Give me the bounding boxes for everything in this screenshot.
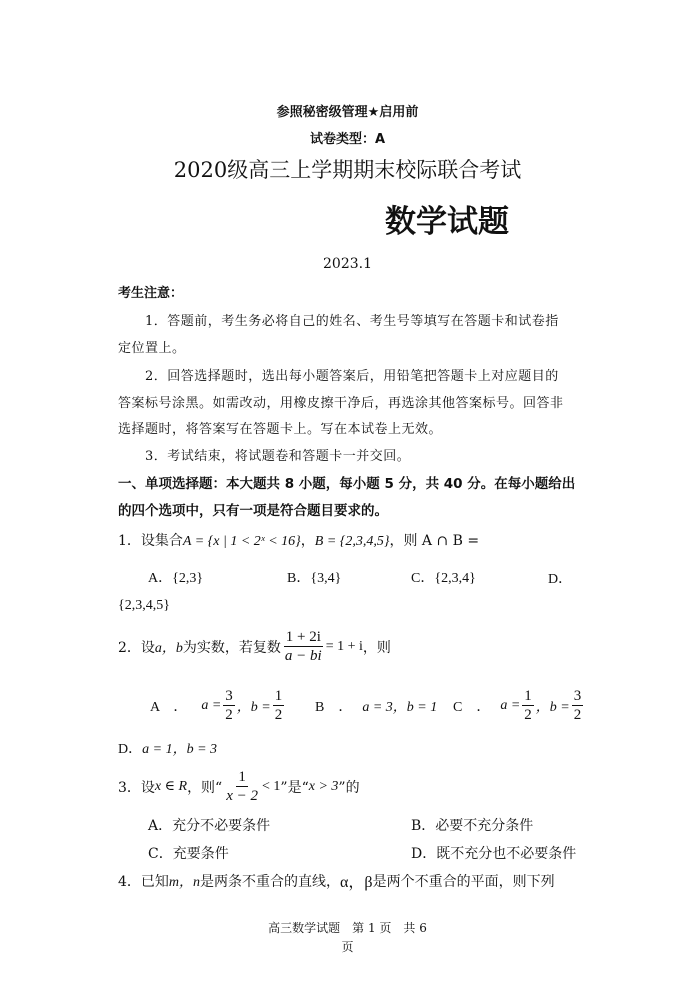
q2-option-d-label: D． [118, 742, 143, 757]
question-3-prefix: 3．设 [118, 779, 155, 796]
q1-option-a-label: A． [148, 571, 173, 586]
section-1-heading-line-1: 一、单项选择题：本大题共 8 小题，每小题 5 分，共 40 分。在每小题给出 [118, 476, 576, 492]
q2-option-c-b: ，b = [535, 699, 570, 715]
question-4-planes: α，β [340, 874, 373, 891]
q2-option-a-a: a = [201, 697, 222, 713]
q1-option-b-label: B． [287, 571, 311, 586]
q2-option-a-frac-2 [273, 687, 285, 724]
notice-heading: 考生注意： [118, 286, 184, 301]
q2-option-d-value: a = 1，b = 3 [142, 742, 218, 757]
q3-option-a[interactable]: A．充分不必要条件 [148, 818, 271, 834]
q1-option-d-value[interactable]: {2,3,4,5} [118, 598, 170, 613]
question-4-mid: 是两条不重合的直线， [200, 873, 341, 890]
q2-option-b[interactable] [315, 696, 437, 716]
question-4-prefix: 4．已知 [118, 873, 169, 890]
notice-item-1-line-2: 定位置上。 [118, 341, 186, 356]
paper-type: 试卷类型：A [309, 132, 386, 147]
q1-option-c-label: C． [411, 571, 435, 586]
exam-date: 2023.1 [323, 256, 372, 272]
q2-option-a-label: A ． [150, 699, 188, 715]
q2-option-c-frac-2 [572, 687, 584, 724]
q2-option-c-num-1: 1 [524, 688, 532, 704]
question-1-stem: 1．设集合A = {x | 1 < 2ˣ < 16}，B = {2,3,4,5}，则 A ∩ B = [118, 533, 480, 549]
section-1-heading-line-2: 的四个选项中，只有一项是符合题目要求的。 [118, 503, 388, 519]
notice-item-2-line-1: 2．回答选择题时，选出每小题答案后，用铅笔把答题卡上对应题目的 [145, 369, 559, 384]
q2-option-a[interactable] [150, 687, 286, 724]
question-1-prefix: 1．设集合 [118, 533, 183, 549]
notice-item-1-line-1: 1．答题前，考生务必将自己的姓名、考生号等填写在答题卡和试卷指 [145, 314, 559, 329]
question-3-fraction-numerator: 1 [238, 769, 246, 785]
question-4-tail: 是两个不重合的平面，则下列 [372, 873, 555, 890]
q1-option-c[interactable] [411, 567, 476, 587]
question-2-vars: a，b [154, 640, 183, 656]
q2-option-a-num-2: 1 [274, 688, 283, 704]
question-3-mid-2: ”是“ [280, 779, 309, 796]
question-3-inequality: < 1 [262, 778, 281, 794]
q1-option-a-value: {2,3} [172, 571, 204, 586]
q2-option-c-label: C ． [453, 699, 491, 715]
q2-option-a-frac-1 [223, 687, 235, 724]
q2-option-c-frac-1 [522, 687, 534, 724]
q3-option-c[interactable]: C．充要条件 [148, 846, 229, 862]
question-4-stem [118, 869, 555, 892]
question-3-tail: ”的 [338, 779, 360, 796]
complex-equation-rhs: = 1 + i [325, 638, 363, 654]
q2-option-c-num-2: 3 [573, 688, 582, 704]
q1-option-b-value: {3,4} [310, 571, 342, 586]
question-3-fraction-denominator: x − 2 [226, 788, 259, 804]
complex-fraction-numerator: 1 + 2i [285, 629, 321, 645]
exam-title: 2020级高三上学期期末校际联合考试 [173, 158, 522, 182]
question-2-prefix: 2．设 [118, 639, 155, 656]
q1-option-d-label[interactable]: D． [548, 572, 573, 587]
question-1-tail: ，则 A ∩ B = [389, 533, 480, 549]
confidentiality-label: 参照秘密级管理★启用前 [276, 105, 419, 120]
complex-fraction-denominator: a − bi [284, 648, 322, 664]
page-footer-line-1: 高三数学试题 第 1 页 共 6 [268, 921, 427, 935]
question-2-tail: ，则 [362, 639, 391, 656]
question-3-fraction [224, 768, 260, 805]
notice-item-2-line-3: 选择题时，将答案写在答题卡上。写在本试卷上无效。 [118, 422, 443, 437]
q2-option-b-label: B ． [315, 700, 353, 715]
q2-option-b-value: a = 3，b = 1 [362, 700, 438, 715]
q1-option-b[interactable] [287, 567, 341, 587]
set-b-expression: B = {2,3,4,5} [314, 534, 390, 549]
q2-option-a-den-2: 2 [274, 707, 283, 723]
set-a-expression: A = {x | 1 < 2ˣ < 16} [182, 534, 301, 549]
q1-option-a[interactable] [148, 567, 203, 587]
q3-option-d[interactable]: D．既不充分也不必要条件 [411, 846, 577, 862]
q2-option-c[interactable] [453, 687, 585, 724]
q2-option-a-den-1: 2 [225, 707, 233, 723]
q2-option-a-b: ，b = [236, 699, 271, 715]
question-4-lines: m，n [168, 874, 201, 890]
complex-fraction [283, 628, 324, 665]
question-3-mid-1: ，则“ [187, 779, 223, 796]
subject-title: 数学试题 [385, 204, 509, 240]
q2-option-c-den-2: 2 [573, 707, 582, 723]
notice-item-2-line-2: 答案标号涂黑。如需改动，用橡皮擦干净后，再选涂其他答案标号。回答非 [118, 396, 564, 411]
question-3-condition: x ∈ R [154, 779, 188, 794]
q2-option-d[interactable] [118, 738, 217, 758]
page-footer-line-2: 页 [341, 940, 354, 954]
question-2-mid: 为实数，若复数 [182, 639, 281, 656]
question-3-stem [118, 768, 360, 805]
question-3-condition-2: x > 3 [308, 778, 339, 794]
q2-option-c-a: a = [500, 697, 521, 713]
q2-option-a-num-1: 3 [225, 688, 233, 704]
q3-option-b[interactable]: B．必要不充分条件 [411, 818, 534, 834]
q1-option-c-value: {2,3,4} [434, 571, 476, 586]
q2-option-c-den-1: 2 [524, 707, 532, 723]
question-2-stem [118, 628, 391, 665]
notice-item-3: 3．考试结束，将试题卷和答题卡一并交回。 [145, 449, 411, 464]
